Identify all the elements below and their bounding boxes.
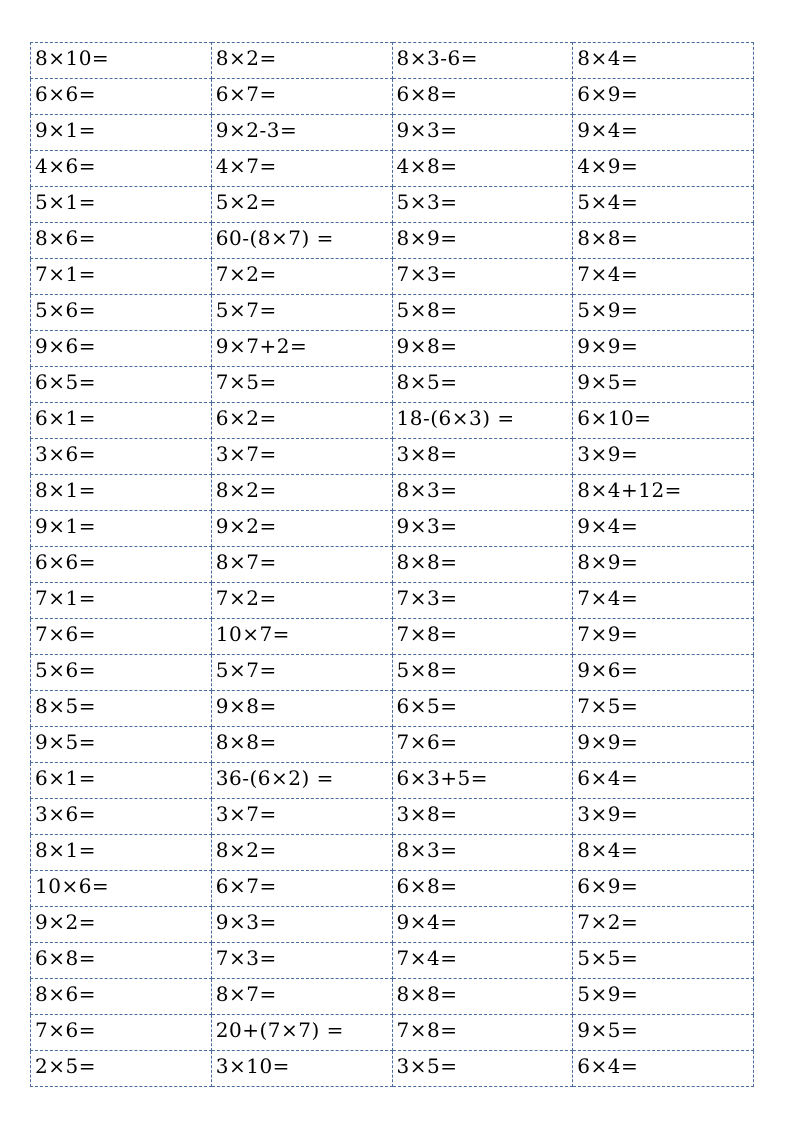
worksheet-cell: 6×1= <box>31 403 212 439</box>
worksheet-cell: 8×4+12= <box>573 475 754 511</box>
worksheet-cell: 7×4= <box>573 583 754 619</box>
table-row <box>31 979 754 1015</box>
worksheet-cell: 7×5= <box>573 691 754 727</box>
worksheet-cell: 3×7= <box>211 439 392 475</box>
worksheet-cell: 7×6= <box>31 1015 212 1051</box>
worksheet-cell: 7×6= <box>31 619 212 655</box>
worksheet-cell: 7×3= <box>392 259 573 295</box>
worksheet-cell: 7×6= <box>392 727 573 763</box>
table-row <box>31 151 754 187</box>
worksheet-cell: 3×8= <box>392 439 573 475</box>
worksheet-cell: 7×1= <box>31 259 212 295</box>
worksheet-cell: 5×5= <box>573 943 754 979</box>
worksheet-cell: 9×6= <box>31 331 212 367</box>
worksheet-cell: 6×8= <box>392 871 573 907</box>
table-row <box>31 79 754 115</box>
worksheet-cell: 6×4= <box>573 1051 754 1087</box>
worksheet-cell: 5×7= <box>211 655 392 691</box>
worksheet-cell: 9×1= <box>31 511 212 547</box>
worksheet-cell: 18-(6×3) = <box>392 403 573 439</box>
worksheet-cell: 6×10= <box>573 403 754 439</box>
worksheet-cell: 7×3= <box>211 943 392 979</box>
table-row <box>31 619 754 655</box>
worksheet-cell: 7×3= <box>392 583 573 619</box>
worksheet-cell: 8×8= <box>573 223 754 259</box>
table-row <box>31 799 754 835</box>
worksheet-cell: 3×6= <box>31 799 212 835</box>
table-row <box>31 727 754 763</box>
worksheet-cell: 9×5= <box>31 727 212 763</box>
worksheet-cell: 3×6= <box>31 439 212 475</box>
worksheet-cell: 3×10= <box>211 1051 392 1087</box>
worksheet-cell: 8×8= <box>392 547 573 583</box>
table-row <box>31 871 754 907</box>
worksheet-cell: 5×9= <box>573 979 754 1015</box>
worksheet-cell: 5×4= <box>573 187 754 223</box>
worksheet-table <box>30 42 754 1087</box>
table-row <box>31 1015 754 1051</box>
worksheet-cell: 7×1= <box>31 583 212 619</box>
worksheet-cell: 5×6= <box>31 655 212 691</box>
worksheet-cell: 10×7= <box>211 619 392 655</box>
worksheet-cell: 7×8= <box>392 619 573 655</box>
worksheet-cell: 8×5= <box>31 691 212 727</box>
worksheet-cell: 9×3= <box>392 511 573 547</box>
table-row <box>31 295 754 331</box>
worksheet-cell: 8×10= <box>31 43 212 79</box>
table-row <box>31 223 754 259</box>
table-row <box>31 943 754 979</box>
worksheet-cell: 9×5= <box>573 1015 754 1051</box>
worksheet-cell: 7×2= <box>573 907 754 943</box>
table-row <box>31 907 754 943</box>
worksheet-cell: 6×6= <box>31 79 212 115</box>
worksheet-cell: 4×6= <box>31 151 212 187</box>
worksheet-cell: 5×2= <box>211 187 392 223</box>
worksheet-cell: 7×9= <box>573 619 754 655</box>
worksheet-cell: 6×8= <box>392 79 573 115</box>
worksheet-cell: 3×9= <box>573 799 754 835</box>
worksheet-cell: 9×3= <box>211 907 392 943</box>
worksheet-cell: 8×1= <box>31 475 212 511</box>
worksheet-cell: 8×7= <box>211 979 392 1015</box>
worksheet-cell: 8×9= <box>392 223 573 259</box>
worksheet-cell: 6×9= <box>573 79 754 115</box>
worksheet-cell: 8×3= <box>392 475 573 511</box>
worksheet-cell: 8×2= <box>211 475 392 511</box>
worksheet-cell: 6×2= <box>211 403 392 439</box>
table-row <box>31 115 754 151</box>
table-row <box>31 331 754 367</box>
worksheet-cell: 8×6= <box>31 223 212 259</box>
worksheet-cell: 5×1= <box>31 187 212 223</box>
worksheet-cell: 4×9= <box>573 151 754 187</box>
worksheet-cell: 9×2-3= <box>211 115 392 151</box>
worksheet-cell: 8×5= <box>392 367 573 403</box>
worksheet-cell: 9×5= <box>573 367 754 403</box>
worksheet-cell: 9×9= <box>573 331 754 367</box>
worksheet-body <box>31 43 754 1087</box>
table-row <box>31 187 754 223</box>
worksheet-cell: 6×8= <box>31 943 212 979</box>
worksheet-cell: 8×6= <box>31 979 212 1015</box>
worksheet-cell: 8×7= <box>211 547 392 583</box>
worksheet-cell: 5×7= <box>211 295 392 331</box>
worksheet-cell: 9×6= <box>573 655 754 691</box>
worksheet-cell: 9×3= <box>392 115 573 151</box>
worksheet-cell: 7×8= <box>392 1015 573 1051</box>
table-row <box>31 259 754 295</box>
table-row <box>31 367 754 403</box>
worksheet-cell: 8×4= <box>573 835 754 871</box>
table-row <box>31 511 754 547</box>
table-row <box>31 439 754 475</box>
worksheet-cell: 9×9= <box>573 727 754 763</box>
worksheet-cell: 8×9= <box>573 547 754 583</box>
worksheet-cell: 9×2= <box>211 511 392 547</box>
worksheet-cell: 9×4= <box>573 511 754 547</box>
table-row <box>31 403 754 439</box>
worksheet-cell: 9×4= <box>573 115 754 151</box>
table-row <box>31 1051 754 1087</box>
worksheet-cell: 4×7= <box>211 151 392 187</box>
worksheet-cell: 3×9= <box>573 439 754 475</box>
worksheet-cell: 8×8= <box>211 727 392 763</box>
worksheet-cell: 10×6= <box>31 871 212 907</box>
worksheet-cell: 9×2= <box>31 907 212 943</box>
table-row <box>31 583 754 619</box>
worksheet-cell: 3×7= <box>211 799 392 835</box>
worksheet-cell: 9×7+2= <box>211 331 392 367</box>
worksheet-cell: 7×4= <box>573 259 754 295</box>
worksheet-cell: 6×5= <box>392 691 573 727</box>
worksheet-cell: 9×8= <box>211 691 392 727</box>
worksheet-cell: 8×2= <box>211 835 392 871</box>
table-row <box>31 655 754 691</box>
worksheet-cell: 7×4= <box>392 943 573 979</box>
table-row <box>31 547 754 583</box>
worksheet-cell: 9×8= <box>392 331 573 367</box>
worksheet-page <box>30 42 754 1087</box>
worksheet-cell: 6×3+5= <box>392 763 573 799</box>
table-row <box>31 691 754 727</box>
worksheet-cell: 6×5= <box>31 367 212 403</box>
worksheet-cell: 5×8= <box>392 295 573 331</box>
table-row <box>31 43 754 79</box>
table-row <box>31 763 754 799</box>
worksheet-cell: 3×8= <box>392 799 573 835</box>
worksheet-cell: 5×8= <box>392 655 573 691</box>
worksheet-cell: 7×2= <box>211 259 392 295</box>
worksheet-cell: 20+(7×7) = <box>211 1015 392 1051</box>
worksheet-cell: 9×4= <box>392 907 573 943</box>
worksheet-cell: 9×1= <box>31 115 212 151</box>
table-row <box>31 475 754 511</box>
worksheet-cell: 8×4= <box>573 43 754 79</box>
worksheet-cell: 6×6= <box>31 547 212 583</box>
worksheet-cell: 8×2= <box>211 43 392 79</box>
worksheet-cell: 7×5= <box>211 367 392 403</box>
worksheet-cell: 6×7= <box>211 871 392 907</box>
worksheet-cell: 8×8= <box>392 979 573 1015</box>
worksheet-cell: 36-(6×2) = <box>211 763 392 799</box>
worksheet-cell: 8×3-6= <box>392 43 573 79</box>
worksheet-cell: 6×7= <box>211 79 392 115</box>
worksheet-cell: 3×5= <box>392 1051 573 1087</box>
worksheet-cell: 5×9= <box>573 295 754 331</box>
table-row <box>31 835 754 871</box>
worksheet-cell: 5×3= <box>392 187 573 223</box>
worksheet-cell: 5×6= <box>31 295 212 331</box>
worksheet-cell: 6×4= <box>573 763 754 799</box>
worksheet-cell: 8×1= <box>31 835 212 871</box>
worksheet-cell: 60-(8×7) = <box>211 223 392 259</box>
worksheet-cell: 7×2= <box>211 583 392 619</box>
worksheet-cell: 8×3= <box>392 835 573 871</box>
worksheet-cell: 2×5= <box>31 1051 212 1087</box>
worksheet-cell: 6×1= <box>31 763 212 799</box>
worksheet-cell: 4×8= <box>392 151 573 187</box>
worksheet-cell: 6×9= <box>573 871 754 907</box>
